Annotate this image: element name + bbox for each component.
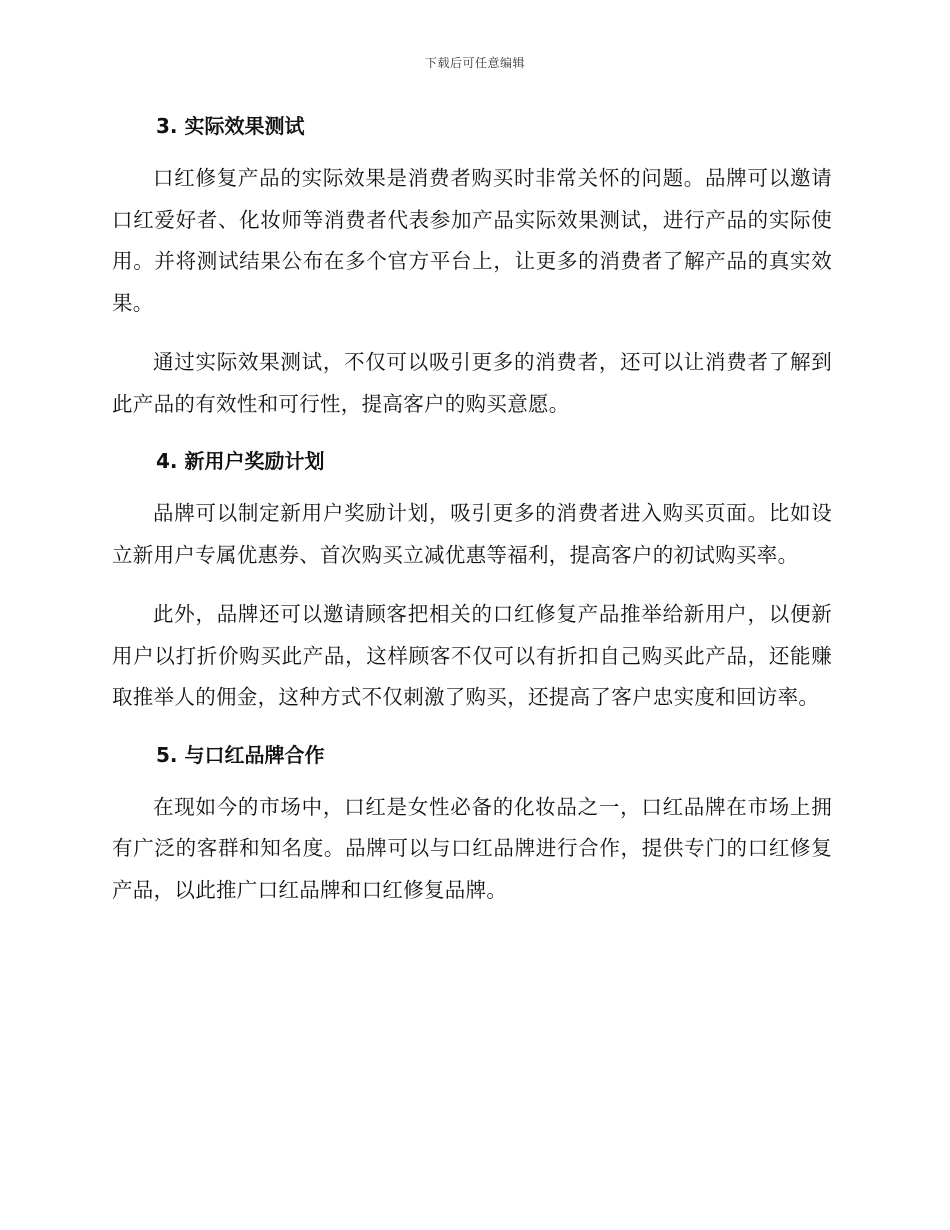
section-3 xyxy=(112,108,832,425)
paragraph: 此外，品牌还可以邀请顾客把相关的口红修复产品推举给新用户，以便新用户以打折价购买此产品，这样顾客不仅可以有折扣自己购买此产品，还能赚取推举人的佣金，这种方式不仅刺激了购买，还提高了客户忠实度和回访率。 xyxy=(112,602,832,709)
paragraph: 品牌可以制定新用户奖励计划，吸引更多的消费者进入购买页面。比如设立新用户专属优惠券、首次购买立减优惠等福利，提高客户的初试购买率。 xyxy=(112,501,832,567)
section-heading: 3. 实际效果测试 xyxy=(156,114,305,138)
section-5 xyxy=(112,737,832,912)
paragraph: 通过实际效果测试，不仅可以吸引更多的消费者，还可以让消费者了解到此产品的有效性和可行性，提高客户的购买意愿。 xyxy=(112,350,832,416)
document-body xyxy=(112,108,832,929)
section-heading: 5. 与口红品牌合作 xyxy=(156,742,325,767)
section-heading: 4. 新用户奖励计划 xyxy=(156,449,325,473)
paragraph: 口红修复产品的实际效果是消费者购买时非常关怀的问题。品牌可以邀请口红爱好者、化妆师等消费者代表参加产品实际效果测试，进行产品的实际使用。并将测试结果公布在多个官方平台上，让更多的消费者了解产品的真实效果。 xyxy=(112,166,832,315)
section-4 xyxy=(112,443,832,719)
paragraph: 在现如今的市场中，口红是女性必备的化妆品之一，口红品牌在市场上拥有广泛的客群和知名度。品牌可以与口红品牌进行合作，提供专门的口红修复产品，以此推广口红品牌和口红修复品牌。 xyxy=(112,794,832,902)
page-header: 下载后可任意编辑 xyxy=(424,56,525,70)
